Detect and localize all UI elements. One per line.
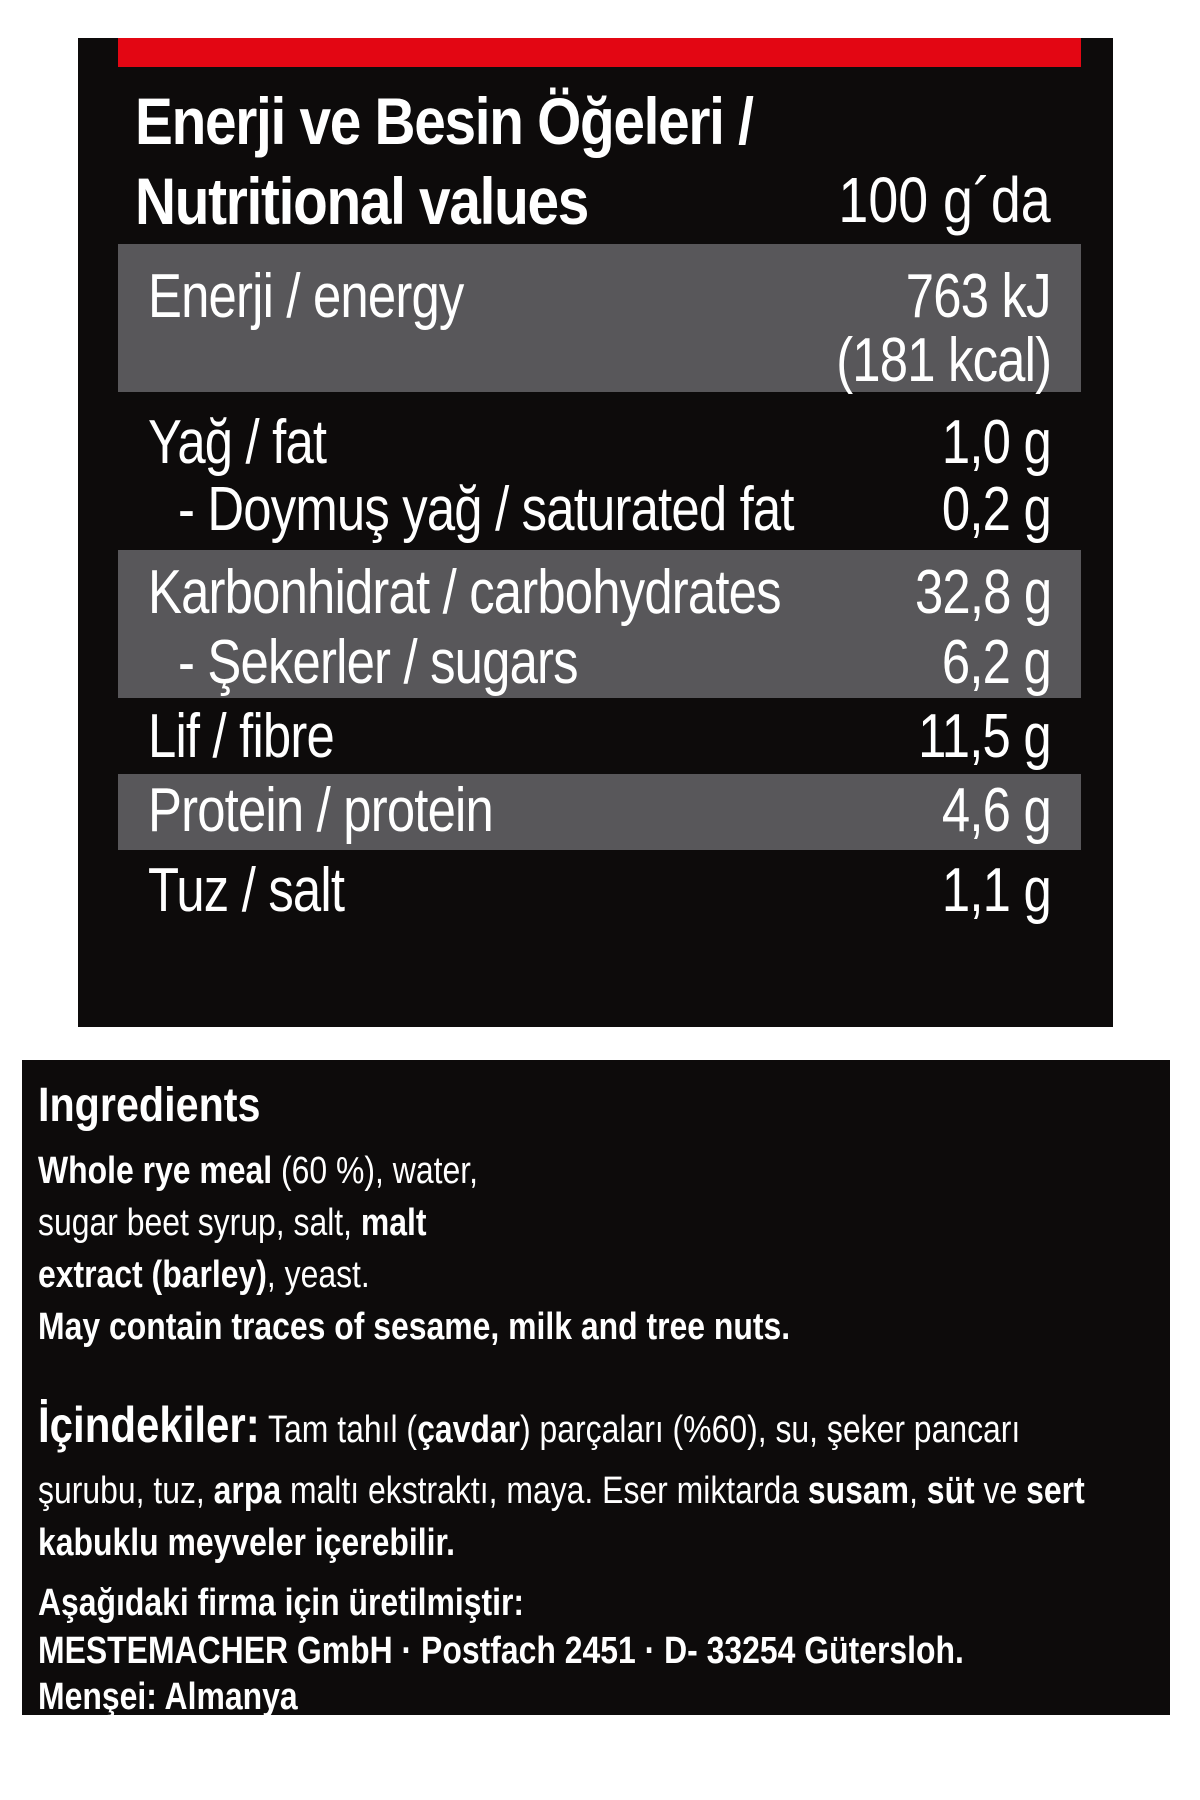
producer-label: Aşağıdaki firma için üretilmiştir: xyxy=(38,1582,525,1624)
ingredients-tr-line2 xyxy=(38,1472,1085,1510)
ingredients-title: Ingredients xyxy=(38,1079,261,1132)
producer-address: MESTEMACHER GmbH · Postfach 2451 · D- 33254 Gütersloh. xyxy=(38,1630,964,1672)
red-accent-bar xyxy=(118,38,1081,67)
ingredients-tr-line3: kabuklu meyveler içerebilir. xyxy=(38,1522,455,1564)
ingredient-bold: malt xyxy=(360,1202,427,1244)
row-value: 32,8 g xyxy=(914,558,1051,627)
ingredient-text: şurubu, tuz, xyxy=(38,1470,214,1512)
row-label: Lif / fibre xyxy=(148,702,334,771)
nutrition-table xyxy=(78,38,1113,1027)
nutrition-row-fibre xyxy=(118,698,1081,774)
ingredient-bold: sert xyxy=(1026,1470,1085,1512)
row-label-sugars: - Şekerler / sugars xyxy=(178,628,578,697)
row-value: 1,1 g xyxy=(942,856,1051,925)
ingredients-en-line1 xyxy=(38,1152,478,1190)
nutrition-row-fat xyxy=(118,392,1081,550)
row-value-saturated: 0,2 g xyxy=(942,475,1051,544)
ingredients-en-line3 xyxy=(38,1256,370,1294)
nutrition-title-line1: Enerji ve Besin Öğeleri / xyxy=(135,84,753,158)
ingredients-en-line2 xyxy=(38,1204,427,1242)
ingredient-bold: extract (barley) xyxy=(38,1254,267,1296)
row-value-kj: 763 kJ xyxy=(906,262,1051,331)
nutrition-row-energy xyxy=(118,244,1081,395)
ingredient-bold: arpa xyxy=(213,1470,282,1512)
ingredient-bold: susam xyxy=(807,1470,910,1512)
nutrition-row-salt xyxy=(118,850,1081,940)
ingredient-text: Tam tahıl ( xyxy=(259,1409,418,1451)
row-value: 4,6 g xyxy=(942,776,1051,845)
nutrition-row-protein xyxy=(118,774,1081,850)
row-label: Protein / protein xyxy=(148,776,493,845)
ingredient-text: sugar beet syrup, salt, xyxy=(38,1202,361,1244)
row-value-kcal: (181 kcal) xyxy=(835,326,1051,395)
ingredients-panel xyxy=(22,1060,1170,1718)
row-label: Yağ / fat xyxy=(148,408,327,477)
row-label: Karbonhidrat / carbohydrates xyxy=(148,558,781,627)
ingredient-text: , xyxy=(909,1470,927,1512)
row-value-sugars: 6,2 g xyxy=(942,628,1051,697)
row-value: 11,5 g xyxy=(918,702,1051,771)
ingredient-text: maltı ekstraktı, maya. Eser miktarda xyxy=(281,1470,808,1512)
nutrition-row-carbohydrates xyxy=(118,550,1081,698)
ingredient-text: , yeast. xyxy=(266,1254,370,1296)
ingredient-bold: Whole rye meal xyxy=(38,1150,273,1192)
row-value: 1,0 g xyxy=(942,408,1051,477)
ingredients-tr-title: İçindekiler: xyxy=(38,1397,260,1453)
ingredients-tr-line1 xyxy=(38,1397,1021,1453)
row-label: Tuz / salt xyxy=(148,856,345,925)
per-100g-label: 100 g´da xyxy=(838,164,1051,236)
ingredients-en-allergens: May contain traces of sesame, milk and tree nuts. xyxy=(38,1306,791,1348)
ingredient-text: (60 %), water, xyxy=(272,1150,478,1192)
row-label: Enerji / energy xyxy=(148,262,464,331)
row-label-saturated: - Doymuş yağ / saturated fat xyxy=(178,475,794,544)
ingredient-text: ) parçaları (%60), su, şeker pancarı xyxy=(520,1409,1021,1451)
nutrition-title-line2: Nutritional values xyxy=(135,164,589,238)
ingredient-text: ve xyxy=(974,1470,1027,1512)
ingredient-bold: süt xyxy=(926,1470,975,1512)
ingredient-bold: çavdar xyxy=(417,1409,521,1451)
origin: Menşei: Almanya xyxy=(38,1676,298,1718)
